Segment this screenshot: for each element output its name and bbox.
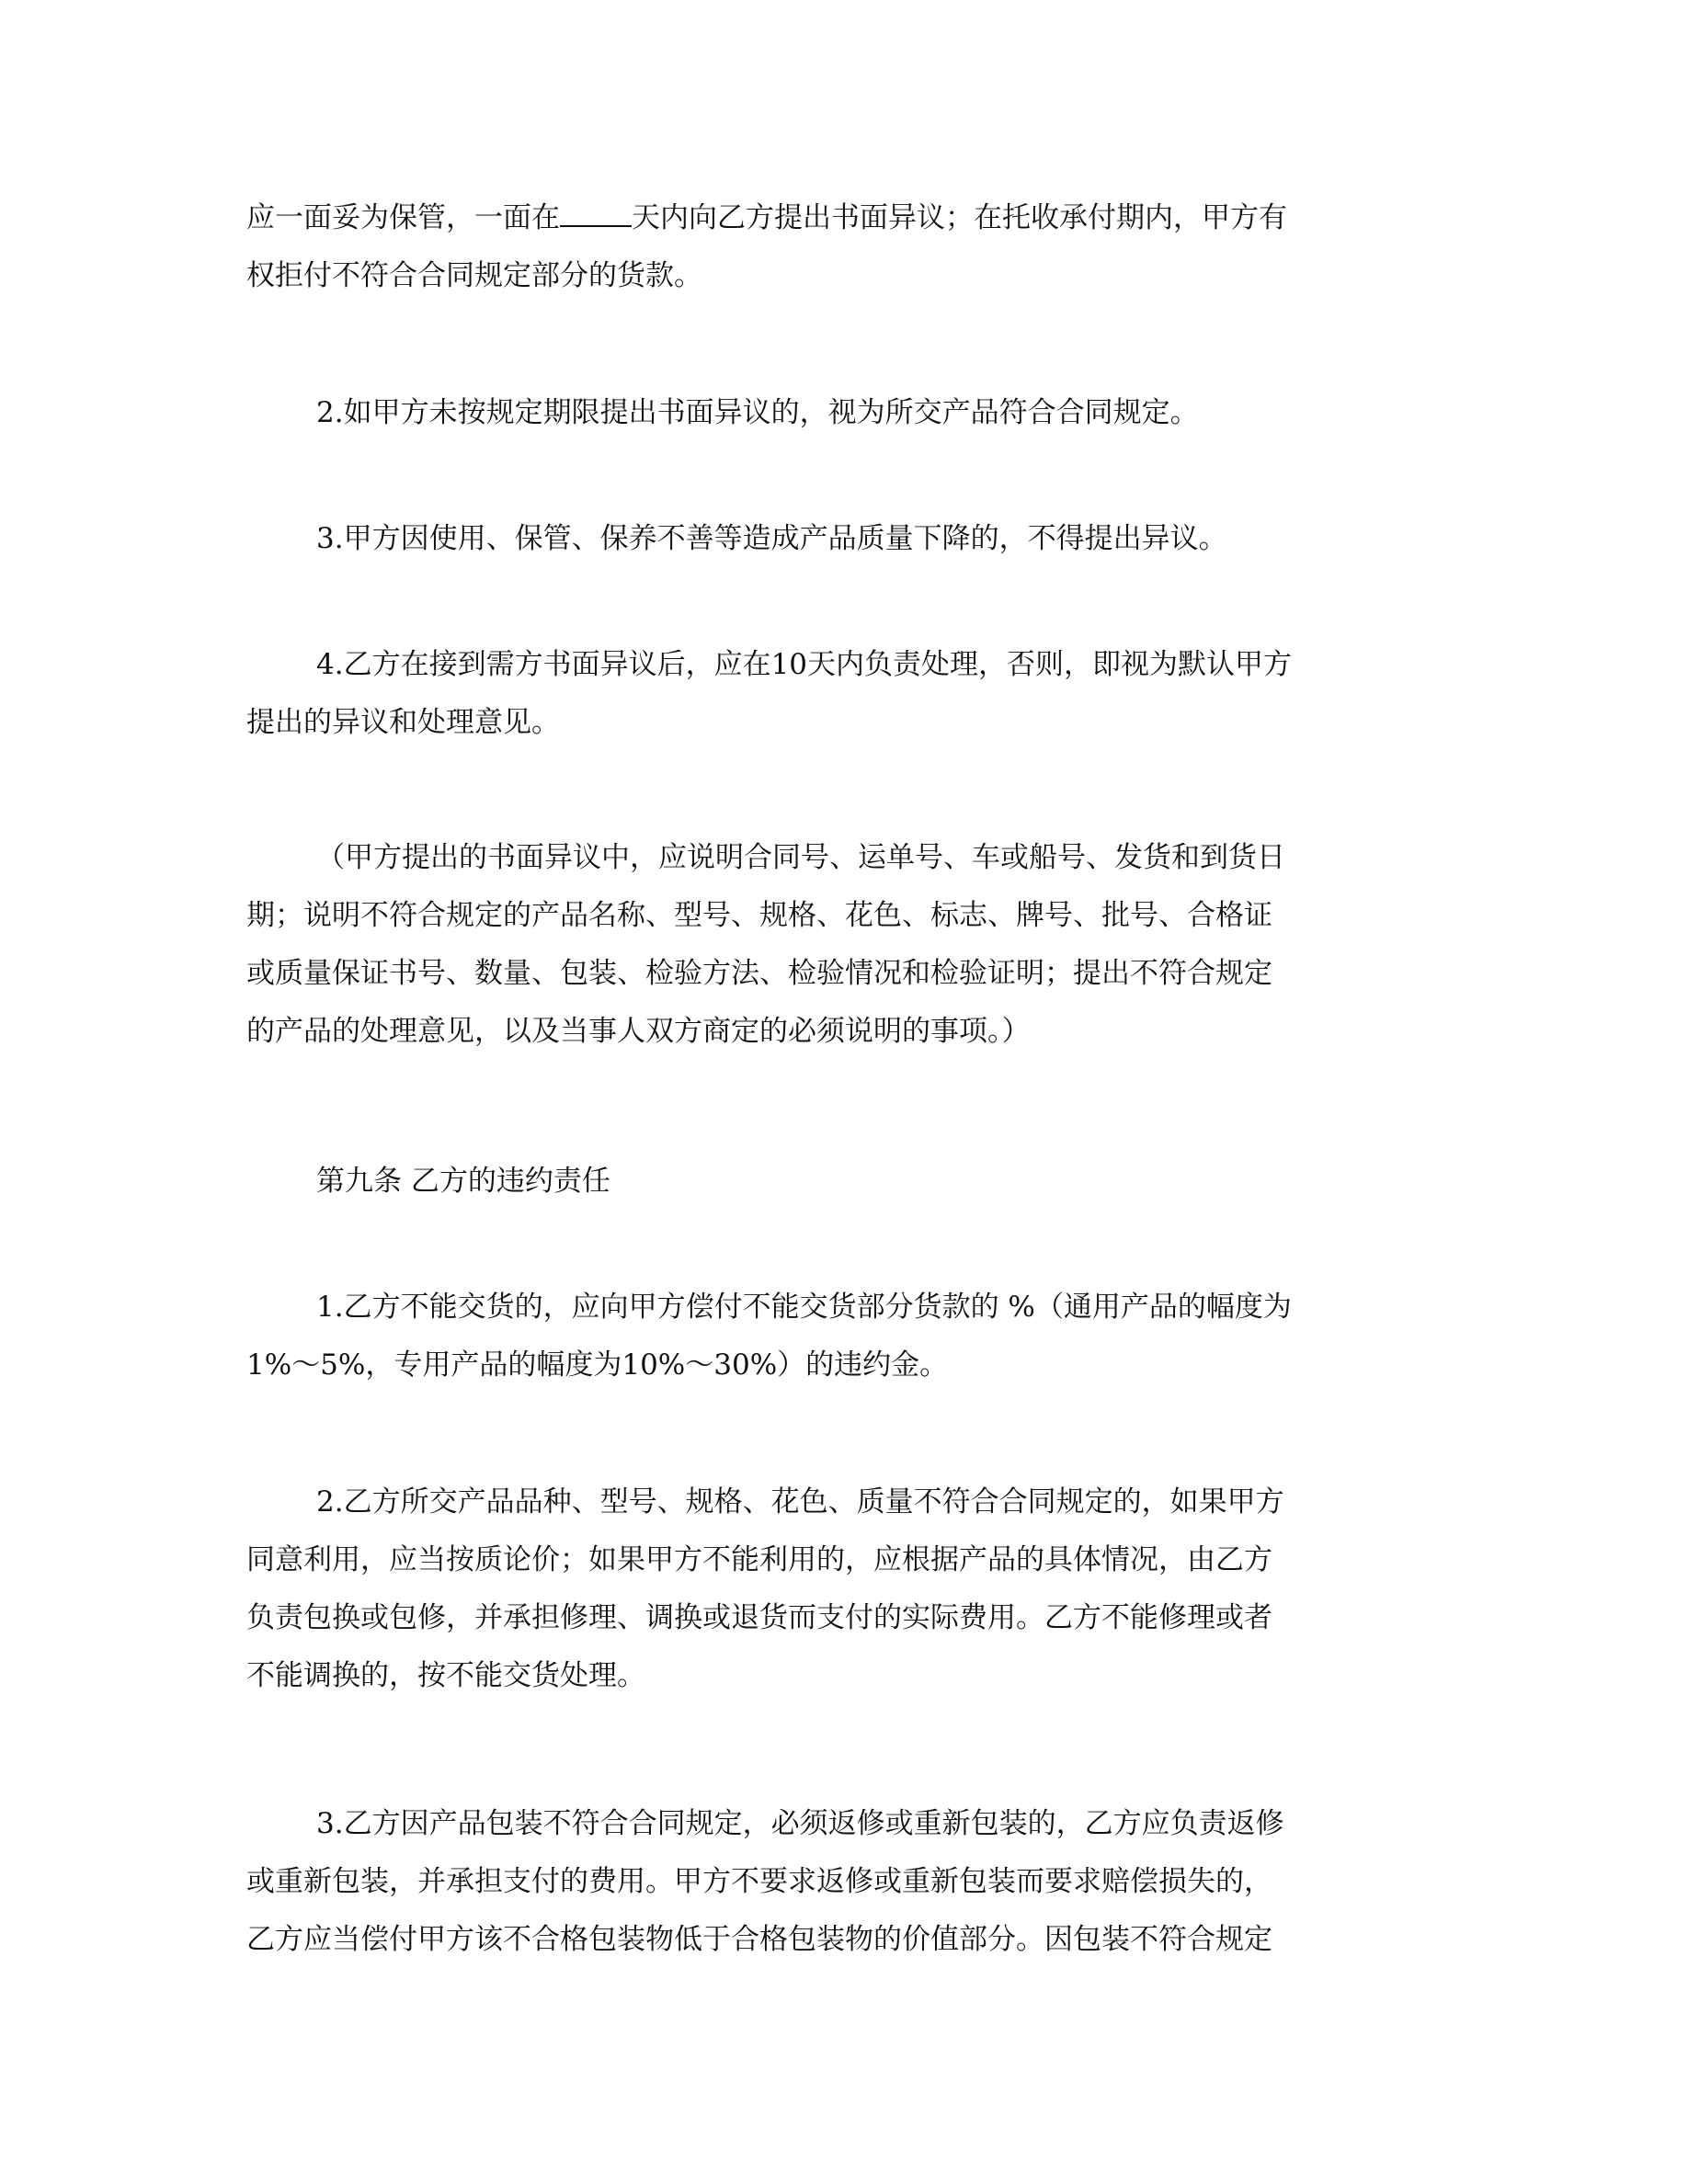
text-line: 乙方应当偿付甲方该不合格包装物低于合格包装物的价值部分。因包装不符合规定: [246, 1923, 1272, 1956]
text-line: （甲方提出的书面异议中，应说明合同号、运单号、车或船号、发货和到货日: [316, 841, 1285, 874]
text-line: 不能调换的，按不能交货处理。: [246, 1659, 645, 1692]
text-line: 提出的异议和处理意见。: [246, 706, 560, 739]
text-line: 权拒付不符合合同规定部分的货款。: [246, 259, 702, 292]
text-line: 4.乙方在接到需方书面异议后，应在10天内负责处理，否则，即视为默认甲方: [316, 648, 1293, 681]
paragraph-breach-item-2: [246, 1473, 1442, 1705]
paragraph-breach-item-1: [246, 1279, 1442, 1394]
paragraph-item-3: 3.甲方因使用、保管、保养不善等造成产品质量下降的，不得提出异议。: [316, 522, 1227, 555]
paragraph-item-2: 2.如甲方未按规定期限提出书面异议的，视为所交产品符合合同规定。: [316, 396, 1199, 429]
paragraph-breach-item-3: [246, 1795, 1442, 1969]
text-line: 负责包换或包修，并承担修理、调换或退货而支付的实际费用。乙方不能修理或者: [246, 1601, 1272, 1634]
text-line: 3.乙方因产品包装不符合合同规定，必须返修或重新包装的，乙方应负责返修: [316, 1807, 1284, 1840]
text-line: 应一面妥为保管，一面在 天内向乙方提出书面异议；在托收承付期内，甲方有: [246, 201, 1287, 234]
paragraph-item-4: [246, 636, 1442, 752]
text-line: 或质量保证书号、数量、包装、检验方法、检验情况和检验证明；提出不符合规定: [246, 957, 1272, 990]
fill-in-blank: [560, 201, 632, 227]
text-line: 的产品的处理意见，以及当事人双方商定的必须说明的事项。）: [246, 1015, 1031, 1048]
text-line: 同意利用，应当按质论价；如果甲方不能利用的，应根据产品的具体情况，由乙方: [246, 1543, 1272, 1576]
text-line: 1.乙方不能交货的，应向甲方偿付不能交货部分货款的 %（通用产品的幅度为: [316, 1291, 1292, 1324]
text-line: 2.乙方所交产品品种、型号、规格、花色、质量不符合合同规定的，如果甲方: [316, 1485, 1284, 1519]
paragraph-inspection-objection: [246, 189, 1442, 305]
text-line: 或重新包装，并承担支付的费用。甲方不要求返修或重新包装而要求赔偿损失的，: [246, 1865, 1272, 1898]
text-line: 期；说明不符合规定的产品名称、型号、规格、花色、标志、牌号、批号、合格证: [246, 899, 1272, 932]
article-heading: 第九条 乙方的违约责任: [316, 1165, 610, 1198]
paragraph-objection-details: [246, 829, 1442, 1061]
text-line: 1%～5%，专用产品的幅度为10%～30%）的违约金。: [246, 1348, 949, 1382]
